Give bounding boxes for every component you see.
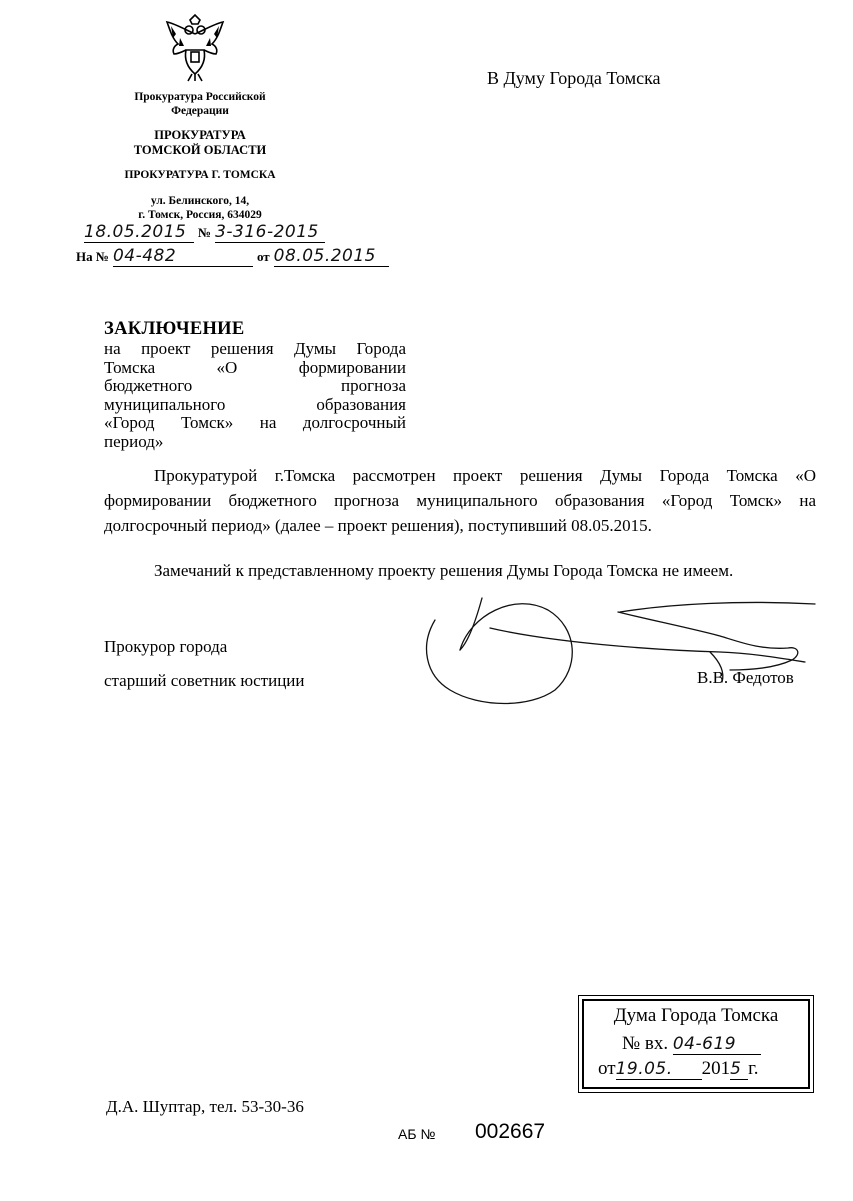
stamp-title: Дума Города Томска — [613, 1005, 779, 1026]
reply-reference — [76, 246, 416, 268]
signer-position-line2: старший советник юстиции — [104, 671, 305, 690]
reply-from-date: 08.05.2015 — [274, 246, 389, 267]
coat-of-arms-emblem — [162, 12, 228, 82]
body-paragraph-1: Прокуратурой г.Томска рассмотрен проект решения Думы Города Томска «О формировании бюджетного прогноза муниципального образования «Город Томск» на долгосрочный период» (далее – проект решения), поступивший 08.05.2015. — [104, 466, 816, 535]
outgoing-date: 18.05.2015 — [84, 222, 194, 243]
subject-line: «Город Томск» на долгосрочный — [104, 413, 406, 432]
subject-line: период» — [104, 431, 164, 451]
registration-stamp — [582, 999, 810, 1089]
address-line2: г. Томск, Россия, 634029 — [138, 209, 262, 221]
addressee: В Думу Города Томска — [487, 68, 661, 88]
executor-info: Д.А. Шуптар, тел. 53-30-36 — [106, 1097, 304, 1116]
agency-line1: Прокуратура Российской — [134, 91, 266, 103]
form-series-label: АБ № — [398, 1126, 436, 1142]
reply-to-label: На № — [76, 249, 109, 264]
stamp-date-value: 19.05. — [616, 1059, 702, 1080]
outgoing-number: 3-316-2015 — [215, 222, 325, 243]
document-subject — [104, 340, 406, 451]
stamp-incoming-value: 04-619 — [673, 1034, 761, 1055]
stamp-year-prefix: 201 — [701, 1058, 731, 1079]
subject-line: бюджетного прогноза — [104, 376, 406, 395]
city-office: ПРОКУРАТУРА Г. ТОМСКА — [124, 169, 276, 181]
subject-line: муниципального образования — [104, 394, 406, 414]
agency-line2: Федерации — [171, 105, 229, 117]
body-paragraph-2: Замечаний к представленному проекту решения Думы Города Томска не имеем. — [154, 561, 734, 580]
document-title: ЗАКЛЮЧЕНИЕ — [104, 319, 245, 339]
address-line1: ул. Белинского, 14, — [150, 195, 250, 207]
signer-position-line1: Прокурор города — [104, 637, 228, 656]
signer-name: В.В. Федотов — [697, 668, 794, 687]
stamp-year-suffix: 5 — [730, 1059, 748, 1080]
stamp-date — [598, 1058, 758, 1080]
subject-line: на проект решения Думы Города — [104, 339, 406, 358]
outgoing-registration — [84, 222, 344, 244]
outgoing-no-label: № — [198, 225, 212, 240]
reply-from-label: от — [256, 249, 270, 264]
reply-to-number: 04-482 — [113, 246, 253, 267]
stamp-incoming-number — [622, 1033, 761, 1055]
form-number: 002667 — [475, 1120, 546, 1143]
regional-office-line1: ПРОКУРАТУРА — [154, 128, 246, 142]
handwritten-signature — [420, 590, 820, 710]
subject-line: Томска «О формировании — [104, 357, 406, 377]
stamp-year-unit: г. — [748, 1058, 759, 1079]
regional-office-line2: ТОМСКОЙ ОБЛАСТИ — [133, 143, 267, 157]
stamp-incoming-label: № вх. — [622, 1033, 669, 1054]
stamp-date-label: от — [598, 1058, 616, 1079]
